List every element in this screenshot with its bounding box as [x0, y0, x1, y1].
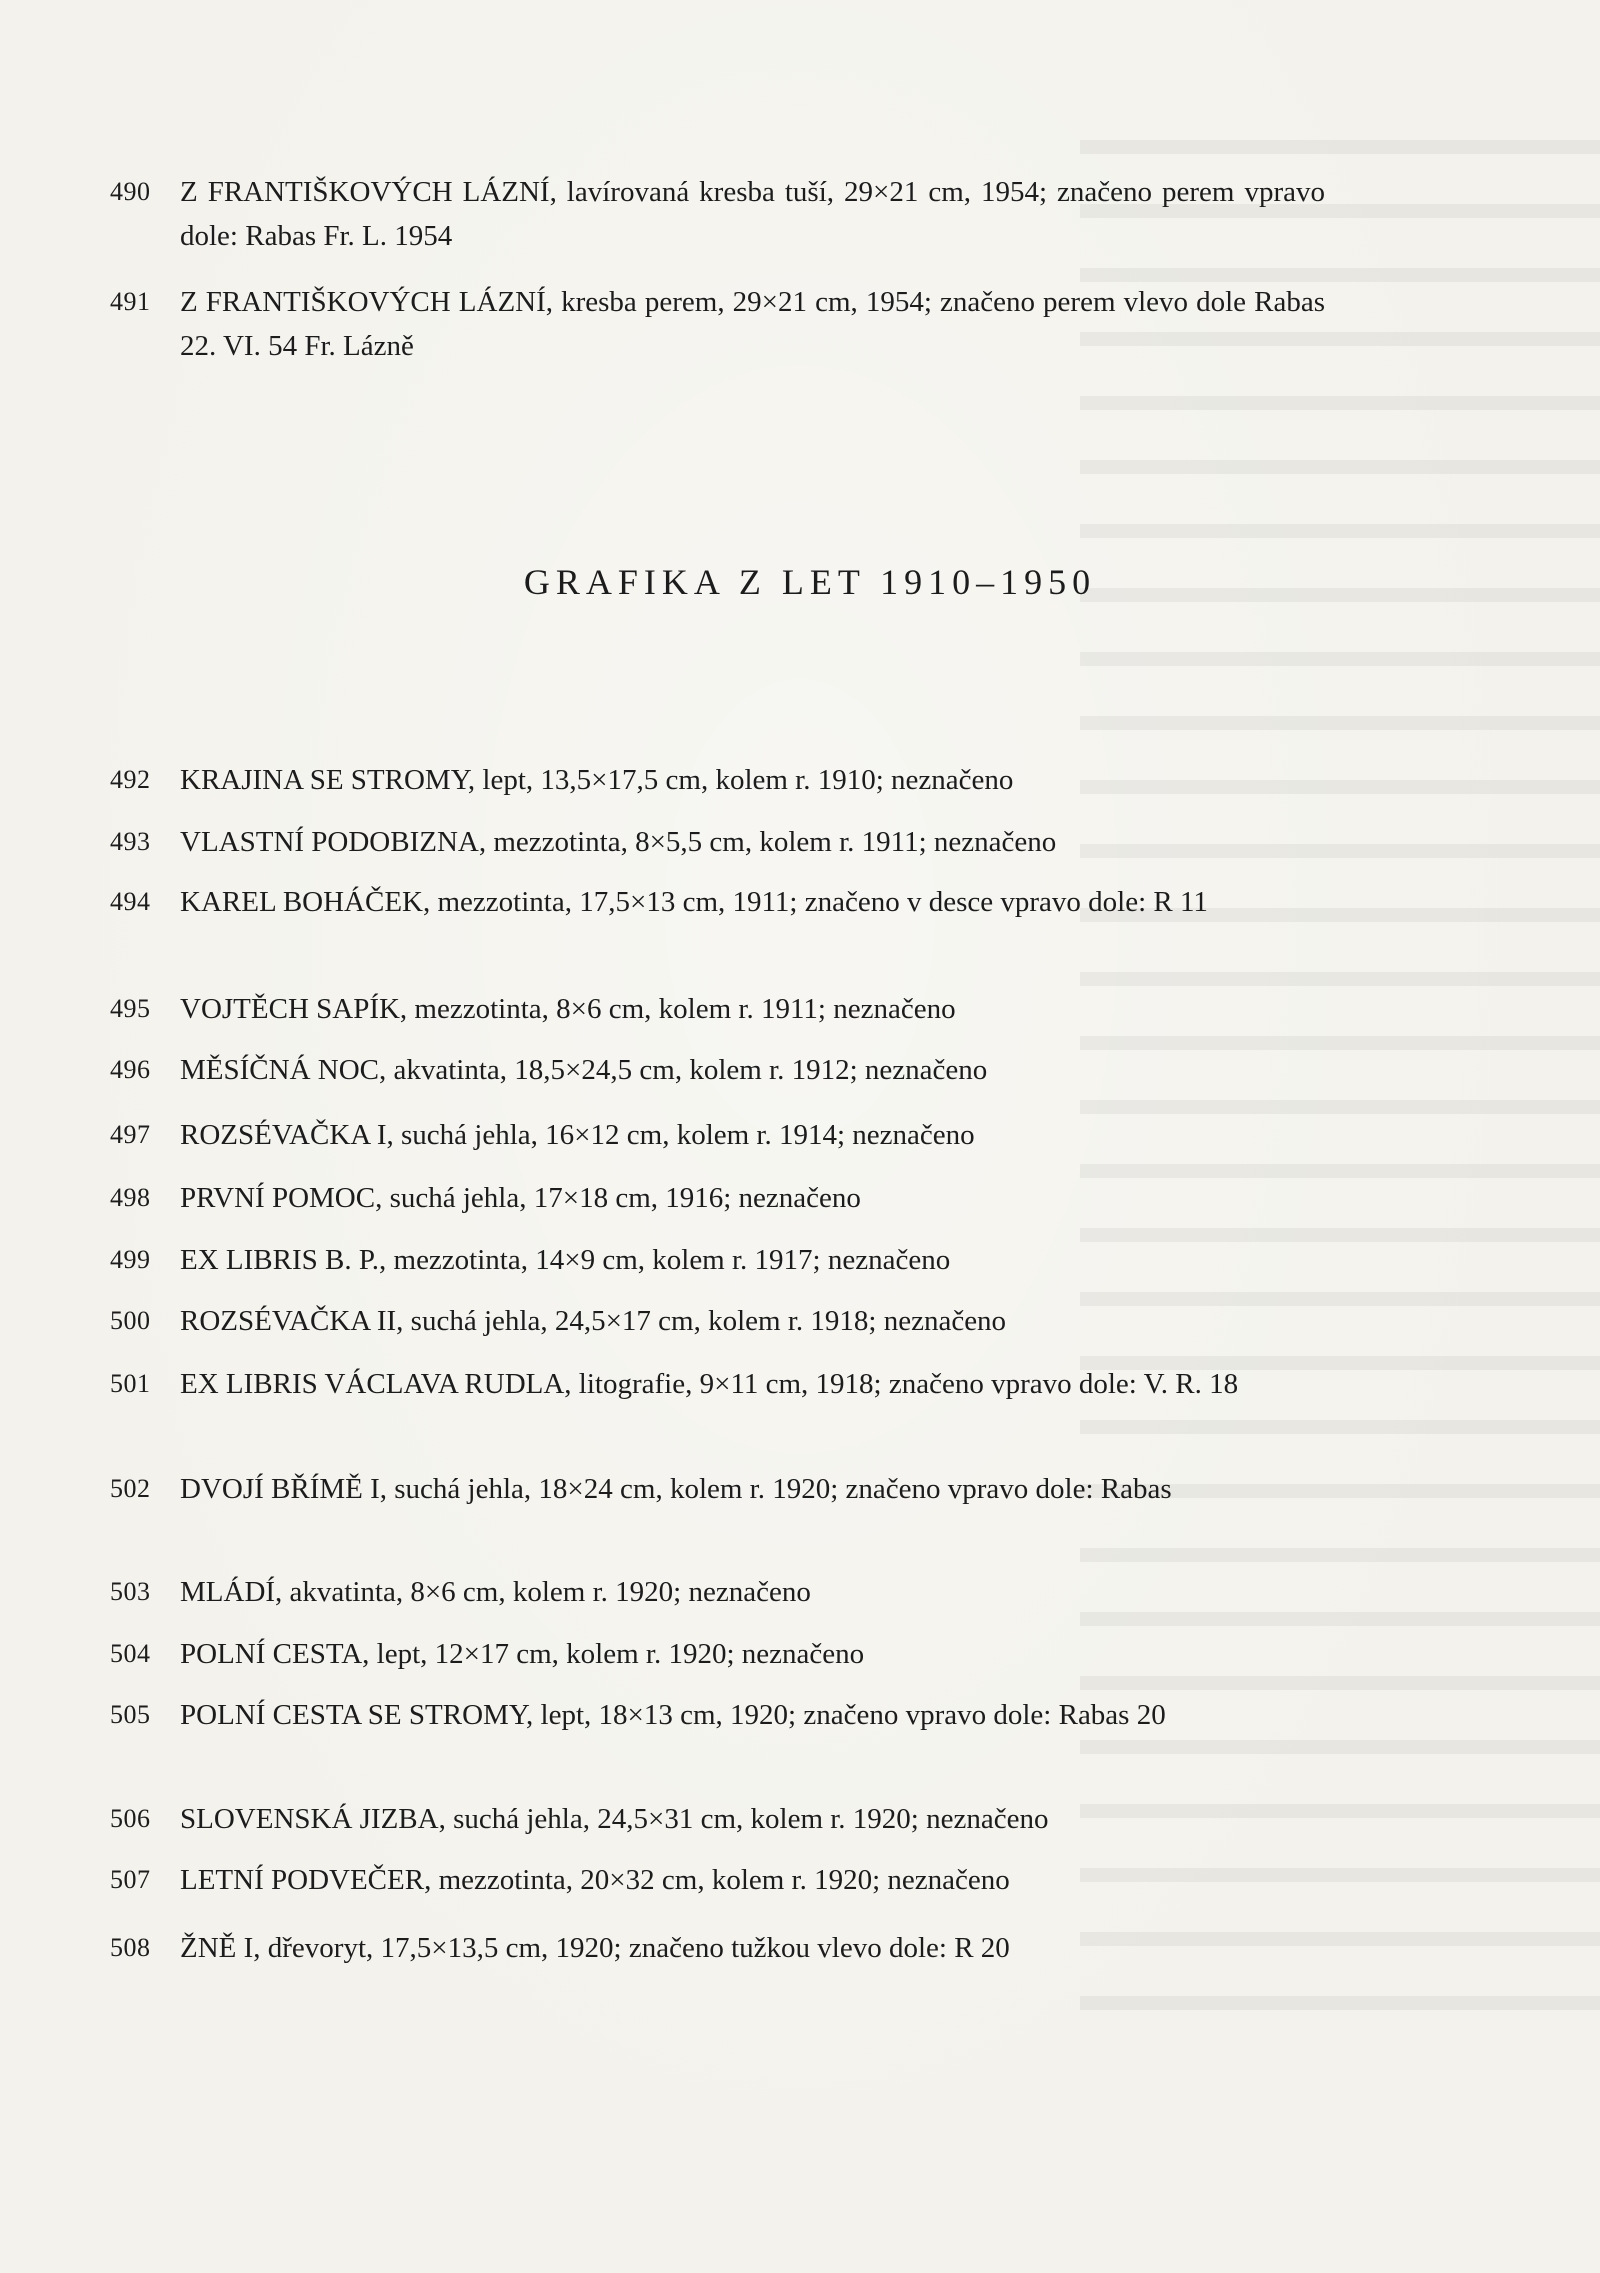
entry-text: VLASTNÍ PODOBIZNA, mezzotinta, 8×5,5 cm, kolem r. 1911; neznačeno: [180, 826, 1057, 858]
entry-text: MLÁDÍ, akvatinta, 8×6 cm, kolem r. 1920; neznačeno: [180, 1576, 811, 1608]
entry-text: EX LIBRIS B. P., mezzotinta, 14×9 cm, kolem r. 1917; neznačeno: [180, 1244, 951, 1276]
entry-text: Z FRANTIŠKOVÝCH LÁZNÍ, kresba perem, 29×21 cm, 1954; značeno perem vlevo dole Rabas 22. VI. 54 Fr. Lázně: [180, 286, 1325, 362]
catalog-entry: [110, 758, 1325, 802]
entry-text: KAREL BOHÁČEK, mezzotinta, 17,5×13 cm, 1911; značeno v desce vpravo dole: R 11: [180, 886, 1208, 918]
entry-number: 503: [110, 1577, 151, 1606]
catalog-entry: [110, 1693, 1325, 1737]
catalog-entry: [110, 1797, 1325, 1841]
catalog-entry: [110, 1632, 1325, 1676]
entry-text: LETNÍ PODVEČER, mezzotinta, 20×32 cm, kolem r. 1920; neznačeno: [180, 1864, 1010, 1896]
entry-text: KRAJINA SE STROMY, lept, 13,5×17,5 cm, kolem r. 1910; neznačeno: [180, 764, 1014, 796]
entry-text: POLNÍ CESTA SE STROMY, lept, 18×13 cm, 1920; značeno vpravo dole: Rabas 20: [180, 1699, 1166, 1731]
catalog-entry: [110, 880, 1325, 924]
entry-number: 494: [110, 887, 151, 916]
entry-text: PRVNÍ POMOC, suchá jehla, 17×18 cm, 1916; neznačeno: [180, 1182, 861, 1214]
entry-text: Z FRANTIŠKOVÝCH LÁZNÍ, lavírovaná kresba tuší, 29×21 cm, 1954; značeno perem vpravo dole: Rabas Fr. L. 1954: [180, 176, 1325, 252]
entry-text: DVOJÍ BŘÍMĚ I, suchá jehla, 18×24 cm, kolem r. 1920; značeno vpravo dole: Rabas: [180, 1473, 1172, 1505]
entry-number: 501: [110, 1369, 151, 1398]
entry-number: 499: [110, 1245, 151, 1274]
catalog-entry: [110, 1362, 1325, 1406]
entry-text: ROZSÉVAČKA II, suchá jehla, 24,5×17 cm, kolem r. 1918; neznačeno: [180, 1305, 1007, 1337]
catalog-entry: [110, 820, 1325, 864]
catalog-entry: [110, 1299, 1325, 1343]
entry-number: 496: [110, 1055, 151, 1084]
entry-number: 504: [110, 1639, 151, 1668]
catalog-entry: [110, 280, 1325, 368]
entry-text: ROZSÉVAČKA I, suchá jehla, 16×12 cm, kolem r. 1914; neznačeno: [180, 1119, 975, 1151]
entry-number: 507: [110, 1865, 151, 1894]
catalog-entry: [110, 1926, 1325, 1970]
entry-number: 493: [110, 827, 151, 856]
catalog-entry: [110, 1238, 1325, 1282]
entry-number: 506: [110, 1804, 151, 1833]
section-title: GRAFIKA Z LET 1910–1950: [523, 562, 1097, 602]
entry-number: 490: [110, 177, 151, 206]
catalog-entry: [110, 1858, 1325, 1902]
entry-text: EX LIBRIS VÁCLAVA RUDLA, litografie, 9×11 cm, 1918; značeno vpravo dole: V. R. 18: [180, 1368, 1239, 1400]
entry-text: MĚSÍČNÁ NOC, akvatinta, 18,5×24,5 cm, kolem r. 1912; neznačeno: [180, 1054, 988, 1086]
catalog-entry: [110, 1048, 1325, 1092]
entry-number: 492: [110, 765, 151, 794]
entry-text: SLOVENSKÁ JIZBA, suchá jehla, 24,5×31 cm, kolem r. 1920; neznačeno: [180, 1803, 1049, 1835]
catalog-entry: [110, 1467, 1325, 1511]
entry-number: 495: [110, 994, 151, 1023]
entry-number: 491: [110, 287, 151, 316]
catalog-entry: [110, 1176, 1325, 1220]
catalog-entry: [110, 170, 1325, 258]
entry-number: 505: [110, 1700, 151, 1729]
catalog-entry: [110, 1570, 1325, 1614]
entry-number: 502: [110, 1474, 151, 1503]
entry-number: 500: [110, 1306, 151, 1335]
entry-text: VOJTĚCH SAPÍK, mezzotinta, 8×6 cm, kolem r. 1911; neznačeno: [180, 993, 956, 1025]
entry-number: 497: [110, 1120, 151, 1149]
entry-text: POLNÍ CESTA, lept, 12×17 cm, kolem r. 1920; neznačeno: [180, 1638, 865, 1670]
entry-text: ŽNĚ I, dřevoryt, 17,5×13,5 cm, 1920; značeno tužkou vlevo dole: R 20: [180, 1932, 1010, 1964]
catalog-entry: [110, 1113, 1325, 1157]
catalog-entry: [110, 987, 1325, 1031]
entry-number: 508: [110, 1933, 151, 1962]
entry-number: 498: [110, 1183, 151, 1212]
